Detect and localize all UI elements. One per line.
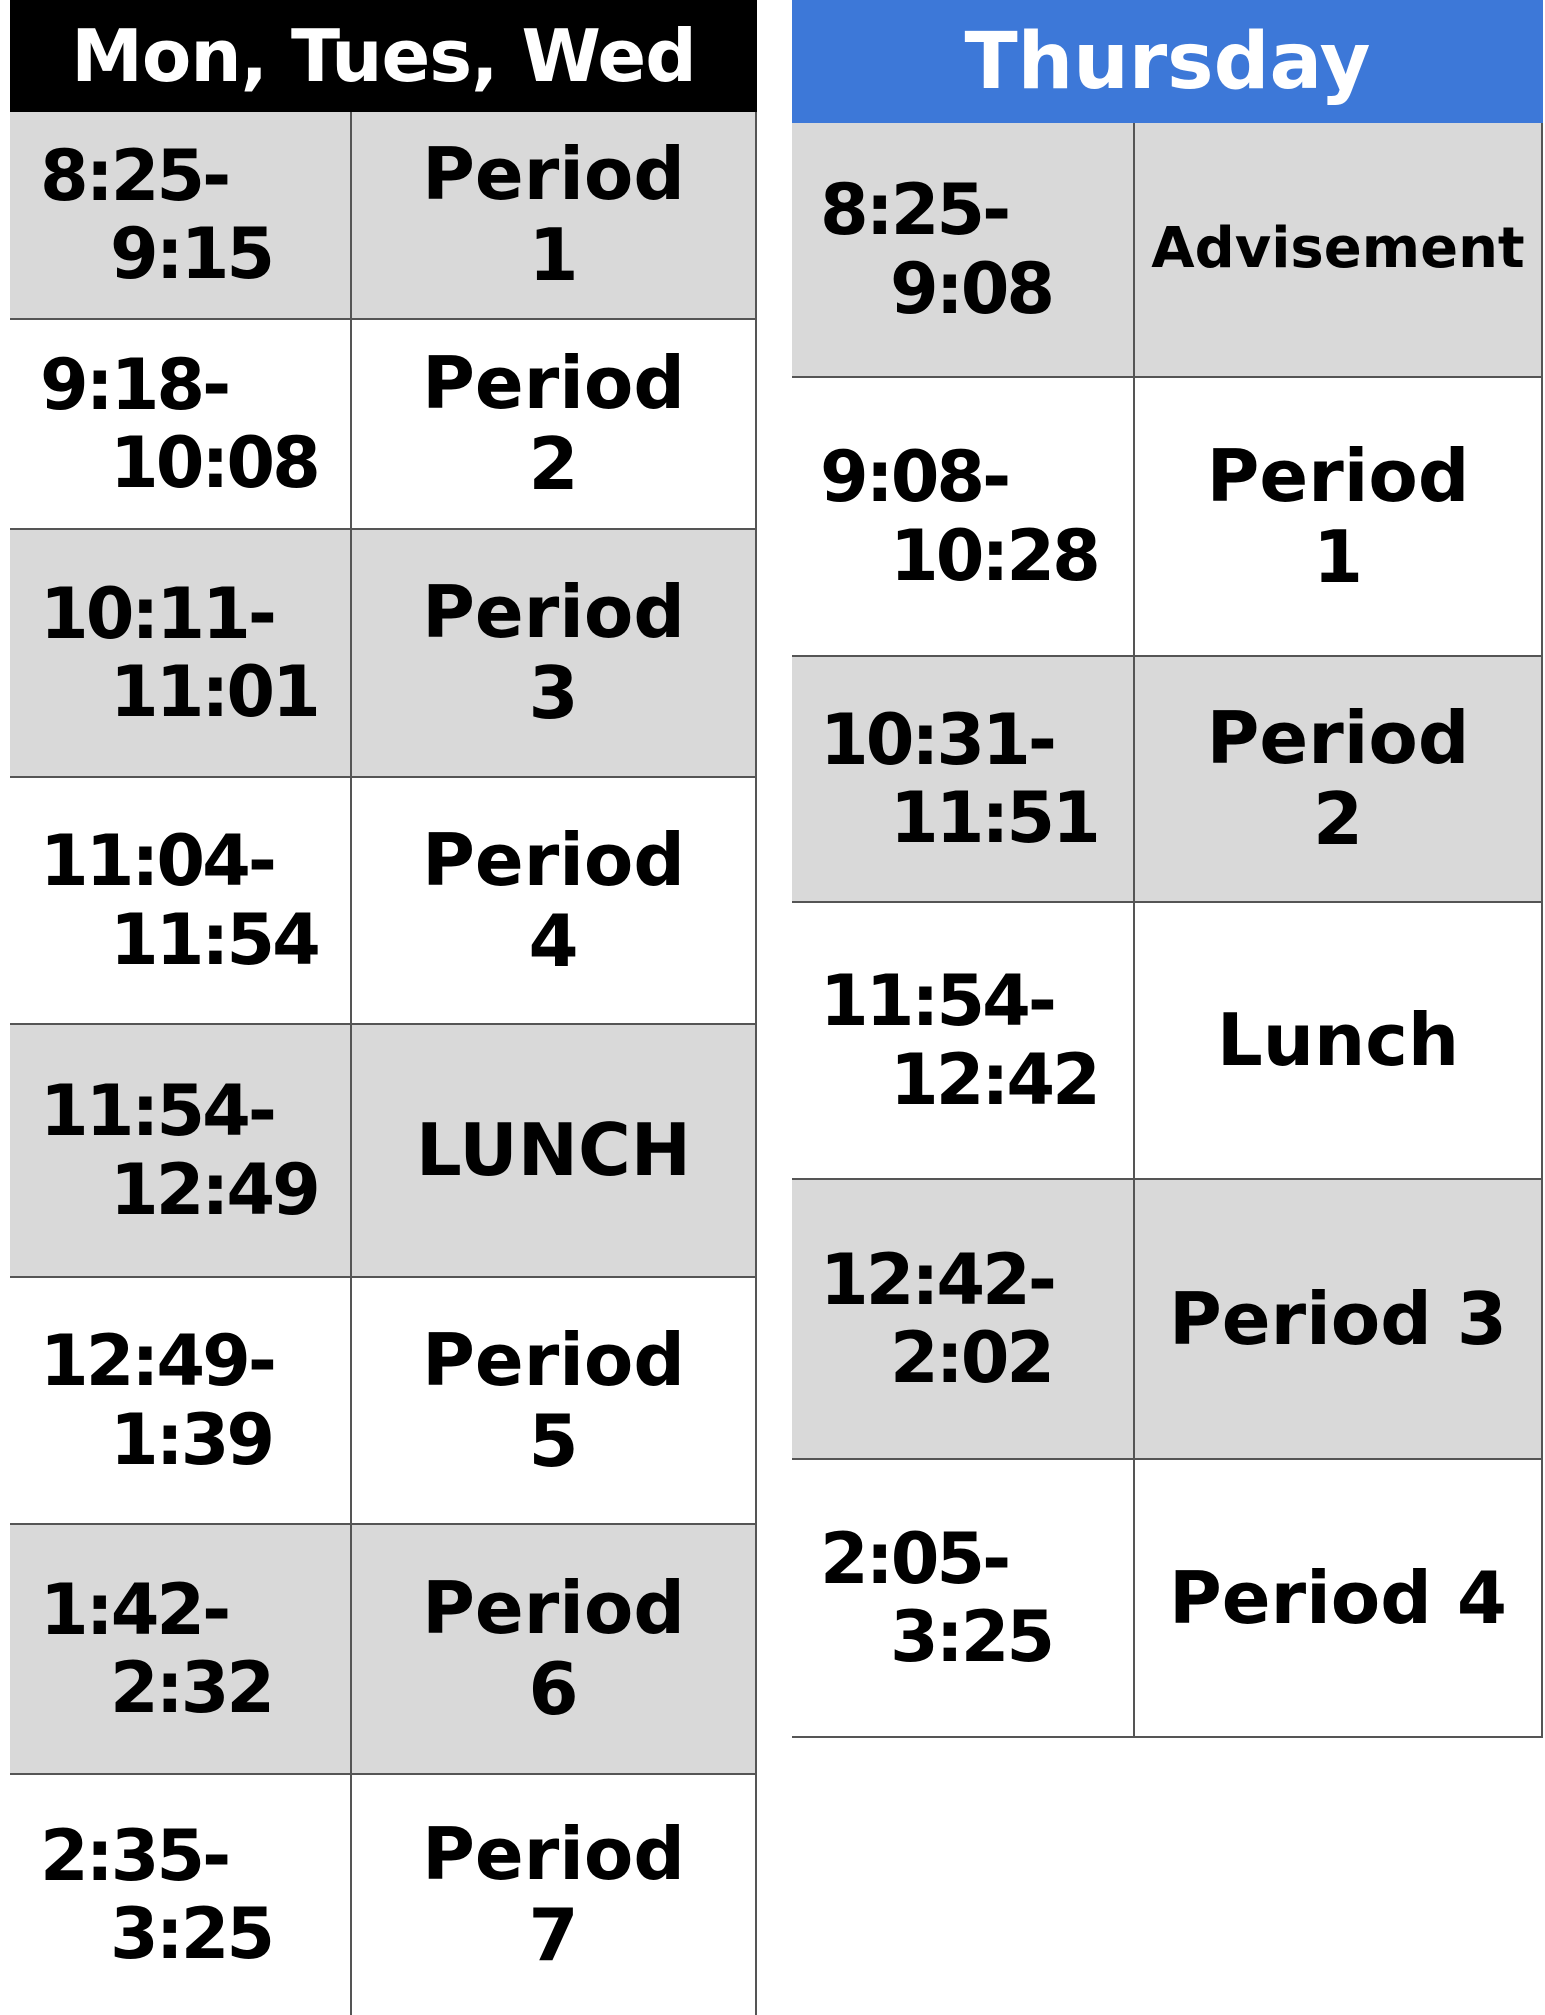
- schedule-row: [792, 123, 1543, 378]
- schedule-row: [792, 378, 1543, 657]
- period-label: [352, 320, 755, 528]
- schedule-row: [792, 903, 1543, 1180]
- schedule-row: [10, 778, 757, 1025]
- label-line-1: Period 4: [1169, 1555, 1507, 1640]
- end-time: 11:51: [890, 777, 1098, 859]
- period-label: [352, 1525, 755, 1773]
- end-time: 2:32: [110, 1647, 273, 1729]
- label-line-1: Period: [422, 132, 685, 217]
- start-time: 11:54-: [820, 960, 1054, 1043]
- label-line-1: Advisement: [1151, 216, 1525, 282]
- period-label: [1135, 903, 1541, 1178]
- schedule-row: [10, 530, 757, 778]
- end-time: 9:15: [110, 213, 273, 295]
- start-time: 9:18-: [40, 343, 229, 426]
- label-line-1: LUNCH: [415, 1108, 692, 1193]
- label-line-2: 7: [528, 1893, 579, 1977]
- schedule-header: [792, 0, 1543, 123]
- label-line-2: 5: [528, 1398, 579, 1483]
- schedule-header: [10, 0, 757, 112]
- label-line-1: Period: [422, 1566, 685, 1651]
- label-line-2: 4: [528, 898, 579, 983]
- label-line-2: 2: [1312, 777, 1364, 861]
- label-line-1: Period: [422, 341, 685, 426]
- time-range: [792, 123, 1135, 376]
- schedule-row: [10, 320, 757, 530]
- period-label: [1135, 1460, 1541, 1736]
- schedule-row: [10, 1278, 757, 1525]
- end-time: 12:42: [890, 1038, 1098, 1121]
- schedule-mon-tue-wed: [10, 0, 757, 2015]
- label-line-1: Lunch: [1216, 998, 1460, 1083]
- time-range: [10, 1278, 352, 1523]
- start-time: 8:25-: [820, 169, 1009, 252]
- start-time: 8:25-: [40, 134, 229, 217]
- period-label: [1135, 1180, 1541, 1458]
- start-time: 12:49-: [40, 1320, 274, 1403]
- schedule-row: [792, 657, 1543, 903]
- time-range: [792, 378, 1135, 655]
- label-line-1: Period: [422, 1317, 685, 1402]
- label-line-1: Period: [422, 1812, 685, 1897]
- period-label: [352, 530, 755, 776]
- schedule-title: Mon, Tues, Wed: [71, 14, 696, 98]
- label-line-2: 3: [528, 651, 579, 735]
- time-range: [10, 1775, 352, 2015]
- end-time: 12:49: [110, 1148, 318, 1231]
- start-time: 2:05-: [820, 1517, 1009, 1600]
- start-time: 10:11-: [40, 572, 274, 655]
- time-range: [10, 1525, 352, 1773]
- schedule-row: [792, 1180, 1543, 1460]
- schedule-row: [10, 1525, 757, 1775]
- period-label: [1135, 657, 1541, 901]
- start-time: 9:08-: [820, 436, 1009, 519]
- label-line-2: 1: [528, 213, 579, 297]
- schedule-title: Thursday: [964, 16, 1371, 107]
- time-range: [792, 1180, 1135, 1458]
- period-label: [352, 1278, 755, 1523]
- start-time: 1:42-: [40, 1568, 229, 1651]
- schedule-thursday: [792, 0, 1543, 1738]
- end-time: 2:02: [890, 1317, 1053, 1399]
- end-time: 3:25: [890, 1596, 1053, 1678]
- label-line-2: 2: [528, 422, 579, 506]
- schedule-row: [10, 1775, 757, 2015]
- time-range: [792, 1460, 1135, 1736]
- schedule-row: [792, 1460, 1543, 1738]
- period-label: [352, 1775, 755, 2015]
- period-label: [1135, 378, 1541, 655]
- time-range: [10, 530, 352, 776]
- time-range: [10, 778, 352, 1023]
- start-time: 11:54-: [40, 1070, 274, 1153]
- start-time: 12:42-: [820, 1238, 1054, 1321]
- end-time: 10:08: [110, 422, 318, 504]
- end-time: 11:54: [110, 898, 318, 981]
- label-line-1: Period 3: [1169, 1276, 1507, 1361]
- time-range: [10, 320, 352, 528]
- label-line-1: Period: [1206, 433, 1470, 518]
- time-range: [10, 1025, 352, 1276]
- label-line-1: Period: [1206, 696, 1470, 781]
- period-label: [1135, 123, 1541, 376]
- start-time: 10:31-: [820, 698, 1054, 781]
- period-label: [352, 778, 755, 1023]
- time-range: [792, 903, 1135, 1178]
- schedule-row: [10, 1025, 757, 1278]
- end-time: 3:25: [110, 1893, 273, 1975]
- end-time: 11:01: [110, 651, 318, 733]
- start-time: 2:35-: [40, 1814, 229, 1897]
- end-time: 10:28: [890, 514, 1098, 597]
- schedule-row: [10, 112, 757, 320]
- label-line-2: 6: [528, 1647, 579, 1731]
- end-time: 1:39: [110, 1398, 273, 1481]
- time-range: [792, 657, 1135, 901]
- label-line-1: Period: [422, 817, 685, 902]
- time-range: [10, 112, 352, 318]
- start-time: 11:04-: [40, 820, 274, 903]
- end-time: 9:08: [890, 247, 1053, 330]
- period-label: [352, 1025, 755, 1276]
- label-line-2: 1: [1312, 514, 1364, 599]
- label-line-1: Period: [422, 570, 685, 655]
- period-label: [352, 112, 755, 318]
